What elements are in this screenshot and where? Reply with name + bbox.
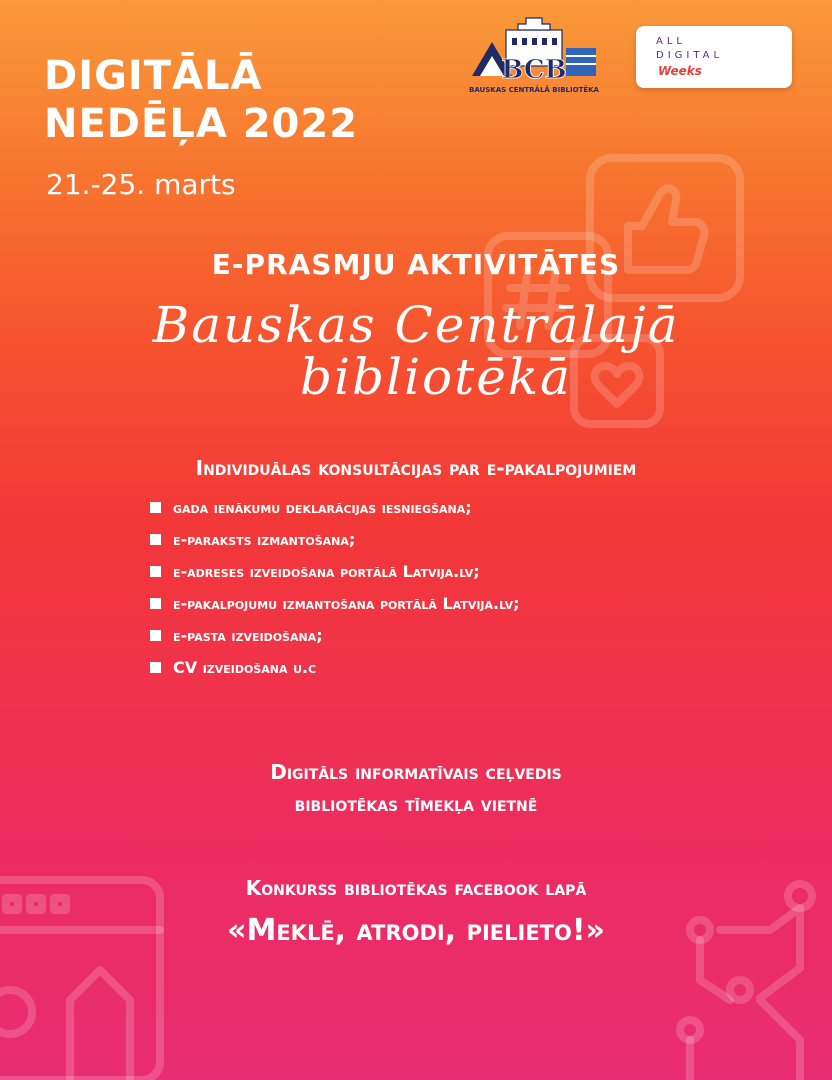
adw-line-1: ALL <box>656 36 686 47</box>
event-title <box>44 52 358 148</box>
house-icon <box>70 970 130 1080</box>
event-dates: 21.-25. marts <box>46 168 236 201</box>
list-item <box>150 588 520 620</box>
event-title-line-1: DIGITĀLĀ <box>44 53 263 99</box>
list-item-text: CV izveidošana u.c <box>173 658 317 677</box>
square-bullet-icon <box>150 598 161 609</box>
square-bullet-icon <box>150 534 161 545</box>
list-item <box>150 524 520 556</box>
guide-line-2: bibliotēkas tīmekļa vietnē <box>294 792 538 816</box>
bcb-logo-caption: BAUSKAS CENTRĀLĀ BIBLIOTĒKA <box>469 86 599 94</box>
bcb-letters: BCB <box>501 55 567 85</box>
consultations-list <box>150 492 520 684</box>
guide-line-1: Digitāls informatīvais ceļvedis <box>270 760 562 784</box>
list-item <box>150 556 520 588</box>
contest-name: «Meklē, atrodi, pielieto!» <box>227 913 605 948</box>
list-item-text: e-pasta izveidošana; <box>173 626 323 645</box>
square-bullet-icon <box>150 662 161 673</box>
script-heading-line-2: bibliotēkā <box>300 348 572 406</box>
activities-subhead: E-PRASMJU AKTIVITĀTES <box>211 248 621 281</box>
list-item <box>150 492 520 524</box>
consultations-title: Individuālas konsultācijas par e-pakalpojumiem <box>195 456 637 480</box>
list-item-text: gada ienākumu deklarācijas iesniegšana; <box>173 498 472 517</box>
adw-line-3: Weeks <box>658 64 702 78</box>
list-item <box>150 652 520 684</box>
gear-icon <box>0 990 32 1034</box>
contest-line-1: Konkurss bibliotēkas facebook lapā <box>245 876 587 900</box>
all-digital-weeks-logo <box>636 26 792 88</box>
list-item <box>150 620 520 652</box>
list-item-text: e-adreses izveidošana portālā Latvija.lv; <box>173 562 480 581</box>
list-item-text: e-pakalpojumu izmantošana portālā Latvija.lv; <box>173 594 520 613</box>
script-heading-line-1: Bauskas Centrālajā <box>152 296 680 354</box>
bcb-library-logo <box>466 16 602 92</box>
square-bullet-icon <box>150 566 161 577</box>
list-item-text: e-paraksts izmantošana; <box>173 530 356 549</box>
square-bullet-icon <box>150 630 161 641</box>
adw-line-2: DIGITAL <box>656 50 724 61</box>
library-building-icon <box>466 16 602 86</box>
event-title-line-2: NEDĒĻA 2022 <box>44 101 359 147</box>
square-bullet-icon <box>150 502 161 513</box>
